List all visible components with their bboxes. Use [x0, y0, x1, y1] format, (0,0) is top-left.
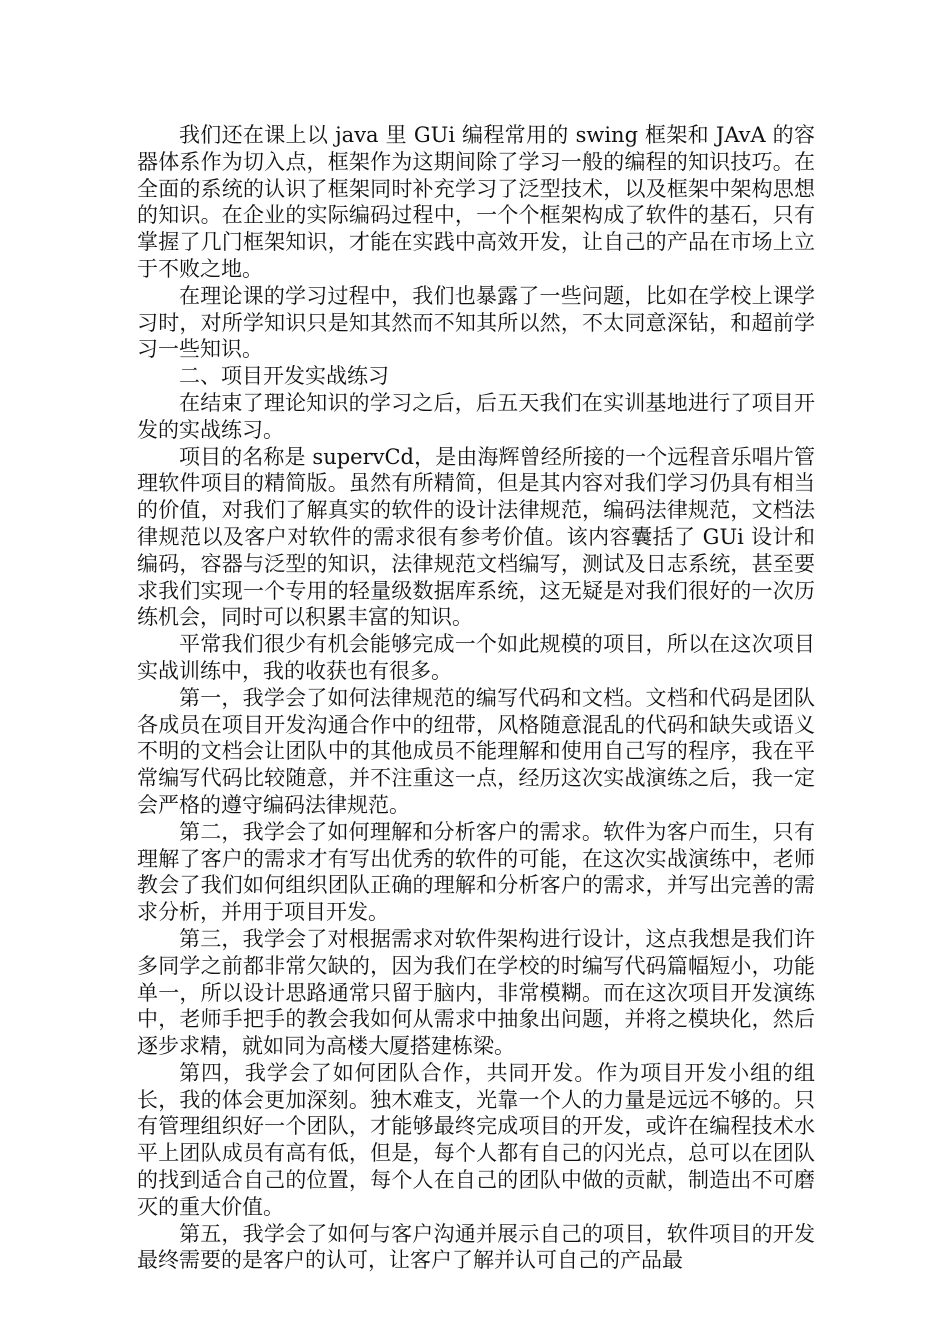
- paragraph-framework-study: 我们还在课上以 java 里 GUi 编程常用的 swing 框架和 JAvA 的容器体系作为切入点，框架作为这期间除了学习一般的编程的知识技巧。在全面的系统的认识了框架同时补充学习了泛型技术，以及框架中架构思想的知识。在企业的实际编码过程中，一个个框架构成了软件的基石，只有掌握了几门框架知识，才能在实践中高效开发，让自己的产品在市场上立于不败之地。: [137, 123, 815, 281]
- paragraph-gain-first: 第一，我学会了如何法律规范的编写代码和文档。文档和代码是团队各成员在项目开发沟通合作中的纽带，风格随意混乱的代码和缺失或语义不明的文档会让团队中的其他成员不能理解和使用自己写的程序，我在平常编写代码比较随意，并不注重这一点，经历这次实战演练之后，我一定会严格的遵守编码法律规范。: [137, 685, 815, 817]
- paragraph-gain-fifth: 第五，我学会了如何与客户沟通并展示自己的项目，软件项目的开发最终需要的是客户的认可，让客户了解并认可自己的产品最: [137, 1221, 815, 1273]
- paragraph-project-description: 项目的名称是 supervCd，是由海辉曾经所接的一个远程音乐唱片管理软件项目的精简版。虽然有所精简，但是其内容对我们学习仍具有相当的价值，对我们了解真实的软件的设计法律规范，编码法律规范，文档法律规范以及客户对软件的需求很有参考价值。该内容囊括了 GUi 设计和编码，容器与泛型的知识，法律规范文档编写，测试及日志系统，甚至要求我们实现一个专用的轻量级数据库系统，这无疑是对我们很好的一次历练机会，同时可以积累丰富的知识。: [137, 444, 815, 630]
- paragraph-gain-third: 第三，我学会了对根据需求对软件架构进行设计，这点我想是我们许多同学之前都非常欠缺的，因为我们在学校的时编写代码篇幅短小，功能单一，所以设计思路通常只留于脑内，非常模糊。而在这次项目开发演练中，老师手把手的教会我如何从需求中抽象出问题，并将之模块化，然后逐步求精，就如同为高楼大厦搭建栋梁。: [137, 926, 815, 1059]
- paragraph-practice-intro: 在结束了理论知识的学习之后，后五天我们在实训基地进行了项目开发的实战练习。: [137, 390, 815, 442]
- paragraph-gain-second: 第二，我学会了如何理解和分析客户的需求。软件为客户而生，只有理解了客户的需求才有写出优秀的软件的可能，在这次实战演练中，老师教会了我们如何组织团队正确的理解和分析客户的需求，并写出完善的需求分析，并用于项目开发。: [137, 819, 815, 925]
- paragraph-theory-problems: 在理论课的学习过程中，我们也暴露了一些问题，比如在学校上课学习时，对所学知识只是知其然而不知其所以然，不太同意深钻，和超前学习一些知识。: [137, 283, 815, 362]
- document-body: [137, 122, 815, 1274]
- section-heading-project-practice: 二、项目开发实战练习: [179, 364, 389, 389]
- paragraph-gain-fourth: 第四，我学会了如何团队合作，共同开发。作为项目开发小组的组长，我的体会更加深刻。独木难支，光靠一个人的力量是远远不够的。只有管理组织好一个团队，才能够最终完成项目的开发，或许在编程技术水平上团队成员有高有低，但是，每个人都有自己的闪光点，总可以在团队的找到适合自己的位置，每个人在自己的团队中做的贡献，制造出不可磨灭的重大价值。: [137, 1060, 815, 1219]
- paragraph-gains-intro: 平常我们很少有机会能够完成一个如此规模的项目，所以在这次项目实战训练中，我的收获也有很多。: [137, 632, 815, 683]
